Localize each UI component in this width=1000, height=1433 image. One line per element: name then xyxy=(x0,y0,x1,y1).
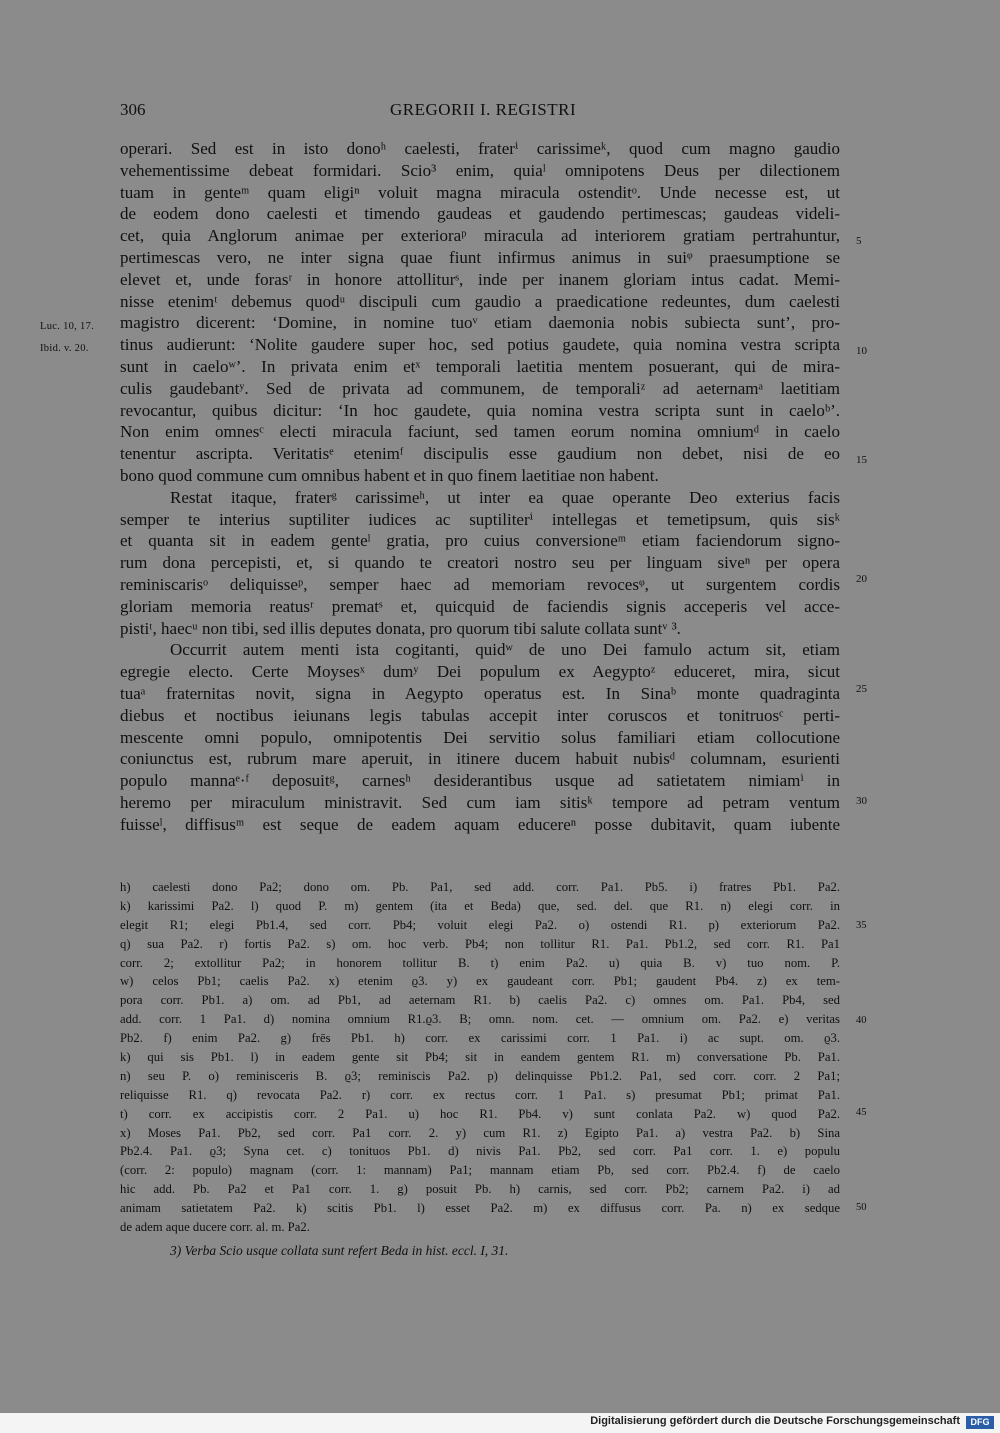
footnote-line: corr. 2; extollitur Pa2; in honorem tollitur B. t) enim Pa2. u) quia B. v) tuo nom. P. xyxy=(120,955,840,970)
line-number: 30 xyxy=(856,795,867,807)
footnote-line: n) seu P. o) reminisceris B. ϱ3; reminiscis Pa2. p) delinquisse Pb1.2. Pa1, sed corr. corr. 2 Pa1; xyxy=(120,1068,840,1083)
body-line: pertimescas vero, ne inter signa quae fiunt infirmus animus in suiᵠ praesumptione se xyxy=(120,247,840,267)
margin-note-citation: Ibid. v. 20. xyxy=(40,343,89,354)
footnote-line-number: 45 xyxy=(856,1107,867,1118)
footnote-line: Pb2.4. Pa1. ϱ3; Syna cet. c) tonituos Pb1. d) nivis Pa1. Pb2, sed corr. Pa1 corr. 1. e) populu xyxy=(120,1144,840,1159)
line-number: 25 xyxy=(856,683,867,695)
source-note: 3) Verba Scio usque collata sunt refert Beda in hist. eccl. I, 31. xyxy=(170,1243,509,1258)
body-line: tuam in genteᵐ quam eligiⁿ voluit magna miracula ostenditᵒ. Unde necesse est, ut xyxy=(120,182,840,202)
body-line: Restat itaque, fraterᵍ carissimeʰ, ut inter ea quae operante Deo exterius facis xyxy=(170,487,840,507)
footnote-line: animam satietatem Pa2. k) scitis Pb1. l) esset Pa2. m) ex diffusus corr. Pa. n) ex sedque xyxy=(120,1201,840,1216)
body-line: semper te interius suptiliter iudices ac suptiliterⁱ intellegas et temetipsum, quis sisᵏ xyxy=(120,509,840,529)
page-header xyxy=(120,100,840,124)
body-line: tenentur ascripta. Veritatisᵉ etenimᶠ discipulis esse gaudium non debet, nisi de eo xyxy=(120,444,840,464)
body-line: heremo per miraculum ministravit. Sed cum iam sitisᵏ tempore ad petram ventum xyxy=(120,792,840,812)
footnote-line: hic add. Pb. Pa2 et Pa1 corr. 1. g) posuit Pb. h) carnis, sed corr. Pb2; carnem Pa2. i) ad xyxy=(120,1182,840,1197)
body-line: de eodem dono caelesti et timendo gaudeas et gaudendo pertimescas; gaudeas videli- xyxy=(120,204,840,224)
footnote-line: k) qui sis Pb1. l) in eadem gente sit Pb4; sit in eandem gentem R1. m) conversatione Pb. Pa1. xyxy=(120,1050,840,1065)
line-number: 15 xyxy=(856,454,867,466)
footnote-line: de adem aque ducere corr. al. m. Pa2. xyxy=(120,1220,310,1235)
margin-note-citation: Luc. 10, 17. xyxy=(40,321,95,332)
body-line: gloriam memoria reatusʳ prematˢ et, quicquid de faciendis signis acceperis vel acce- xyxy=(120,596,840,616)
body-line: mescente omni populo, omnipotentis Dei servitio solus familiari etiam collocutione xyxy=(120,727,840,747)
body-line: elevet et, unde forasʳ in honore attolliturˢ, inde per inanem gloriam intus cadat. Memi- xyxy=(120,269,840,289)
body-line: reminiscarisᵒ deliquisseᵖ, semper haec ad memoriam revocesᵠ, ut surgentem cordis xyxy=(120,574,840,594)
footnote-line: k) karissimi Pa2. l) quod P. m) gentem (ita et Beda) que, sed. del. que R1. n) elegi corr. in xyxy=(120,898,840,913)
body-line: tinus audierunt: ‘Nolite gaudere super hoc, sed potius gaudete, quia nomina vestra scripta xyxy=(120,335,840,355)
body-line: Non enim omnesᶜ electi miracula faciunt, sed tamen eorum nomina omniumᵈ in caelo xyxy=(120,422,840,442)
footnote-line: elegit R1; elegi Pb1.4, sed corr. Pb4; voluit elegi Pa2. o) ostendi R1. p) exteriorum Pa2. xyxy=(120,917,840,932)
running-title: GREGORII I. REGISTRI xyxy=(390,100,577,119)
body-line: pistiᵗ, haecᵘ non tibi, sed illis deputes donata, pro quorum tibi salute collata suntᵛ ³. xyxy=(120,618,681,638)
page-number: 306 xyxy=(120,100,146,119)
body-line: bono quod commune cum omnibus habent et in quo finem laetitiae non habent. xyxy=(120,465,659,485)
body-line: fuisseˡ, diffisusᵐ est seque de eadem aquam educereⁿ posse dubitavit, quam iubente xyxy=(120,814,840,834)
body-line: Occurrit autem menti ista cogitanti, quidʷ de uno Dei famulo actum sit, etiam xyxy=(170,640,840,660)
body-line: rum dona percepisti, et, si quando te creatori nostro seu per linguam siveⁿ per opera xyxy=(120,553,840,573)
footnote-line: reliquisse R1. q) revocata Pa2. r) corr. ex rectus corr. 1 Pa1. s) presumat Pb1; primat Pa1. xyxy=(120,1087,840,1102)
footnote-line: q) sua Pa2. r) fortis Pa2. s) om. hoc verb. Pb4; non tollitur R1. Pa1. Pb1.2, sed corr. R1. Pa1 xyxy=(120,936,840,951)
body-line: cet, quia Anglorum animae per exterioraᵖ miracula ad interiorem gratiam pertrahuntur, xyxy=(120,226,840,246)
body-line: nisse etenimᵗ debemus quodᵘ discipuli cum gaudio a praedicatione redeuntes, dum caelesti xyxy=(120,291,840,311)
body-line: tuaᵃ fraternitas novit, signa in Aegypto operatus est. In Sinaᵇ monte quadraginta xyxy=(120,683,840,703)
footnotes-apparatus xyxy=(120,878,840,1237)
line-number: 5 xyxy=(856,235,862,247)
body-line: et quanta sit in eadem genteˡ gratia, pro cuius conversioneᵐ etiam faciendorum signo- xyxy=(120,531,840,551)
footnote-line: t) corr. ex accipistis corr. 2 Pa1. u) hoc R1. Pb4. v) sunt conlata Pa2. w) quod Pa2. xyxy=(120,1106,840,1121)
body-line: magistro dicerent: ‘Domine, in nomine tuoᵛ etiam daemonia nobis subiecta sunt’, pro- xyxy=(120,313,840,333)
footnote-line: add. corr. 1 Pa1. d) nomina omnium R1.ϱ3. B; omn. nom. cet. — omnium om. Pa2. e) veritas xyxy=(120,1012,840,1027)
body-line: egregie electo. Certe Moysesˣ dumʸ Dei populum ex Aegyptoᶻ educeret, mira, sicut xyxy=(120,662,840,682)
footnote-line: h) caelesti dono Pa2; dono om. Pb. Pa1, sed add. corr. Pa1. Pb5. i) fratres Pb1. Pa2. xyxy=(120,880,840,894)
body-line: diebus et noctibus ieiunans legis tabulas accepit inter coruscos et tonitruosᶜ perti- xyxy=(120,705,840,725)
body-line: sunt in caeloʷ’. In privata enim etˣ temporali laetitia mentem posuerant, qui de mira- xyxy=(120,356,840,376)
footnote-line: Pb2. f) enim Pa2. g) frēs Pb1. h) corr. ex carissimi corr. 1 Pa1. i) ac supt. om. ϱ3. xyxy=(120,1031,840,1046)
dfg-logo: DFG xyxy=(966,1416,994,1429)
footnote-line: pora corr. Pb1. a) om. ad Pb1, ad aeternam R1. b) caelis Pa2. c) omnes om. Pa1. Pb4, sed xyxy=(120,993,840,1008)
body-line: populo mannaᵉ·ᶠ deposuitᵍ, carnesʰ desiderantibus usque ad satietatem nimiamⁱ in xyxy=(120,771,840,791)
line-number: 20 xyxy=(856,573,867,585)
footer-bar xyxy=(0,1413,1000,1433)
footnote-line-number: 40 xyxy=(856,1015,867,1026)
line-number: 10 xyxy=(856,345,867,357)
footnote-line: (corr. 2: populo) magnam (corr. 1: mannam) Pa1; mannam etiam Pb, sed corr. Pb2.4. f) de caelo xyxy=(120,1163,840,1178)
body-line: operari. Sed est in isto donoʰ caelesti, fraterⁱ carissimeᵏ, quod cum magno gaudio xyxy=(120,139,840,158)
body-line: culis gaudebantʸ. Sed de privata ad communem, de temporaliᶻ ad aeternamᵃ laetitiam xyxy=(120,378,840,398)
footnote-line-number: 50 xyxy=(856,1202,867,1213)
body-text xyxy=(120,138,840,836)
footnote-line: x) Moses Pa1. Pb2, sed corr. Pa1 corr. 2. y) cum R1. z) Egipto Pa1. a) vestra Pa2. b) Sina xyxy=(120,1125,840,1140)
footnote-line-number: 35 xyxy=(856,920,867,931)
footnote-line: w) celos Pb1; caelis Pa2. x) etenim ϱ3. y) ex gaudeant corr. Pb1; gaudent Pb4. z) ex tem- xyxy=(120,974,840,989)
body-line: vehementissime debeat formidari. Scio³ enim, quiaˡ omnipotens Deus per dilectionem xyxy=(120,160,840,180)
body-line: coniunctus est, rubrum mare aperuit, in itinere ducem habuit nubisᵈ columnam, esurienti xyxy=(120,749,840,769)
footer-credit: Digitalisierung gefördert durch die Deutsche Forschungsgemeinschaft xyxy=(590,1415,960,1427)
body-line: revocantur, quibus dicitur: ‘In hoc gaudete, quia nomina vestra scripta sunt in caeloᵇ’. xyxy=(120,400,840,420)
